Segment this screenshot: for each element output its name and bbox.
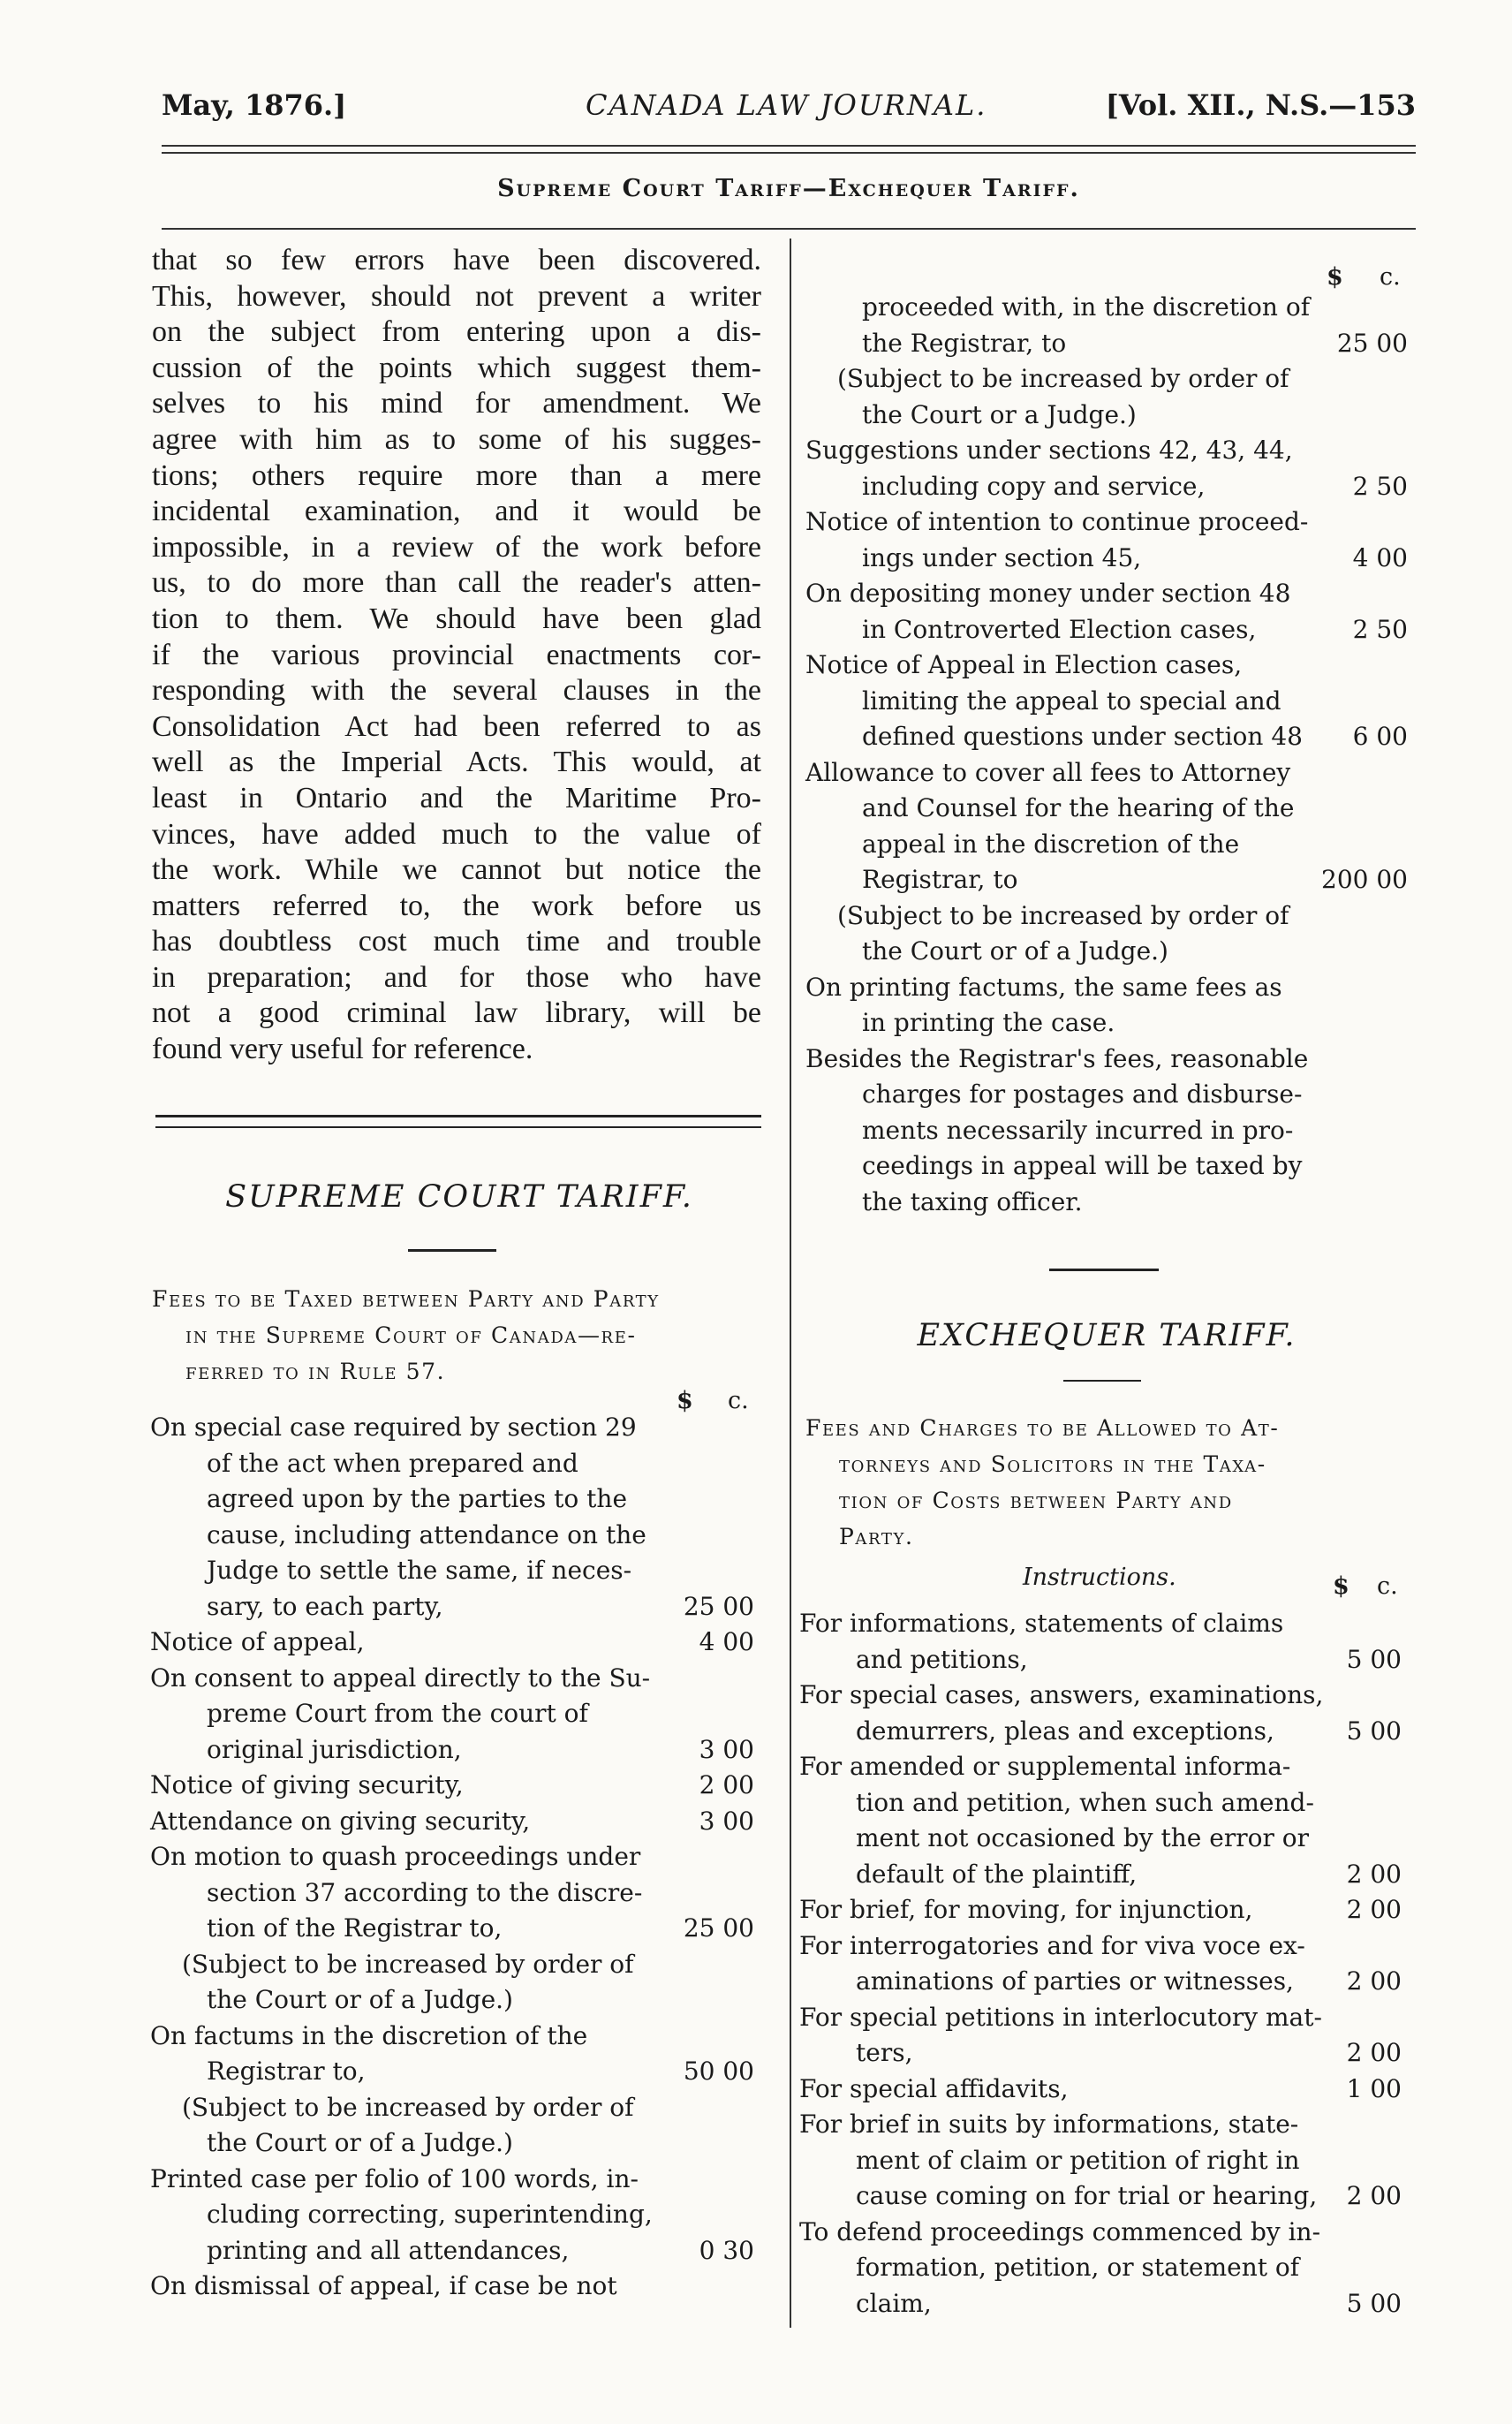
- fees-heading-line: tion of Costs between Party and: [839, 1488, 1233, 1513]
- dollar-unit: $: [1327, 263, 1343, 291]
- fee-amount: 25 00: [1336, 328, 1408, 358]
- tariff-item-line: cluding correcting, superintending,: [207, 2200, 653, 2229]
- fee-amount: 6 00: [1352, 722, 1408, 751]
- header-rule-bottom: [162, 152, 1416, 154]
- tariff-note-line: the Court or a Judge.): [862, 399, 1137, 429]
- tariff-item-line: default of the plaintiff,: [856, 1859, 1138, 1889]
- tariff-note: [150, 2090, 754, 2162]
- tariff-note-line: (Subject to be increased by order of: [182, 1949, 634, 1979]
- tariff-item-line: Notice of giving security,: [150, 1770, 464, 1799]
- fee-amount: 4 00: [699, 1627, 754, 1656]
- exchequer-fees-heading: [805, 1410, 1415, 1555]
- tariff-item-line: the Registrar, to: [862, 328, 1067, 358]
- exchequer-unit-headers: [1329, 1572, 1418, 1608]
- issue-date: May, 1876.]: [162, 88, 347, 122]
- essay-line: not a good criminal law library, will be: [152, 996, 761, 1030]
- tariff-item-line: original jurisdiction,: [207, 1734, 462, 1764]
- essay-line: responding with the several clauses in the: [152, 674, 761, 708]
- essay-line: tions; others require more than a mere: [152, 458, 761, 492]
- essay-line: found very useful for reference.: [152, 1033, 533, 1066]
- tariff-note-line: the Court or of a Judge.): [862, 936, 1168, 966]
- tariff-item: [150, 1661, 754, 1769]
- fee-amount: 2 50: [1352, 614, 1408, 644]
- essay-line: tion to them. We should have been glad: [152, 602, 761, 635]
- tariff-note-line: the Court or of a Judge.): [207, 2128, 513, 2157]
- double-rule-bottom: [155, 1126, 761, 1128]
- fees-heading-line: Party.: [839, 1524, 914, 1549]
- fee-amount: 5 00: [1346, 1644, 1402, 1674]
- tariff-item: [805, 576, 1408, 648]
- fee-amount: 3 00: [699, 1806, 754, 1836]
- tariff-note: [805, 361, 1408, 433]
- tariff-note: [150, 1947, 754, 2019]
- tariff-item-line: in Controverted Election cases,: [862, 614, 1257, 644]
- tariff-item-line: claim,: [856, 2288, 932, 2318]
- tariff-item-line: agreed upon by the parties to the: [207, 1484, 628, 1513]
- tariff-item-line: limiting the appeal to special and: [862, 686, 1281, 716]
- essay-line: that so few errors have been discovered.: [152, 244, 761, 276]
- fees-heading-line: Fees to be Taxed between Party and Party: [152, 1286, 660, 1312]
- tariff-item-line: proceeded with, in the discretion of: [862, 292, 1311, 322]
- tariff-item: [799, 2000, 1402, 2072]
- tariff-item: [150, 1768, 754, 1804]
- fee-amount: 2 00: [1346, 2181, 1402, 2210]
- essay-line: matters referred to, the work before us: [152, 889, 761, 922]
- tariff-item-line: On printing factums, the same fees as: [805, 972, 1282, 1002]
- tariff-item-line: Suggestions under sections 42, 43, 44,: [805, 436, 1293, 465]
- fees-heading-line: in the Supreme Court of Canada—re-: [185, 1322, 637, 1348]
- essay-line: in preparation; and for those who have: [152, 960, 761, 994]
- tariff-item-line: For special petitions in interlocutory mat-: [799, 2002, 1322, 2032]
- tariff-item-line: printing and all attendances,: [207, 2235, 570, 2265]
- essay-line: impossible, in a review of the work before: [152, 530, 761, 564]
- tariff-note-line: the Court or of a Judge.): [207, 1985, 513, 2014]
- fee-amount: 5 00: [1346, 1716, 1402, 1746]
- tariff-item-line: For special affidavits,: [799, 2073, 1069, 2103]
- tariff-item-line: For brief, for moving, for injunction,: [799, 1895, 1253, 1924]
- fee-amount: 2 00: [1346, 1895, 1402, 1924]
- review-text: [152, 243, 761, 1068]
- cents-unit: c.: [1380, 263, 1401, 291]
- tariff-item-line: cause, including attendance on the: [207, 1519, 646, 1549]
- essay-line: least in Ontario and the Maritime Pro-: [152, 781, 761, 814]
- tariff-item-line: Besides the Registrar's fees, reasonable: [805, 1043, 1309, 1073]
- tariff-item-line: ment not occasioned by the error or: [856, 1823, 1309, 1852]
- title-short-rule: [408, 1249, 496, 1252]
- essay-line: incidental examination, and it would be: [152, 495, 761, 528]
- tariff-note-line: (Subject to be increased by order of: [837, 900, 1289, 930]
- running-head: [162, 88, 1416, 133]
- tariff-item-line: Notice of appeal,: [150, 1627, 365, 1656]
- tariff-item-line: of the act when prepared and: [207, 1448, 578, 1478]
- tariff-item: [799, 1606, 1402, 1678]
- double-rule-top: [155, 1115, 761, 1117]
- tariff-item-line: On factums in the discretion of the: [150, 2020, 588, 2050]
- tariff-item-line: On depositing money under section 48: [805, 579, 1291, 608]
- exchequer-tariff-title: EXCHEQUER TARIFF.: [917, 1318, 1297, 1353]
- dollar-unit: $: [677, 1387, 693, 1414]
- tariff-item: [150, 2019, 754, 2090]
- exchequer-tariff-list: [799, 1606, 1402, 2322]
- tariff-item: [150, 2269, 754, 2305]
- tariff-item-line: defined questions under section 48: [862, 722, 1303, 751]
- volume-page-number: [Vol. XII., N.S.—153: [1105, 88, 1416, 122]
- tariff-item-line: in printing the case.: [862, 1008, 1115, 1037]
- tariff-item-line: Judge to settle the same, if neces-: [207, 1556, 632, 1585]
- tariff-item-line: Registrar, to: [862, 865, 1018, 894]
- fee-amount: 2 50: [1352, 471, 1408, 501]
- tariff-item-line: aminations of parties or witnesses,: [856, 1966, 1294, 1996]
- tariff-item-line: To defend proceedings commenced by in-: [799, 2216, 1321, 2246]
- tariff-item-line: the taxing officer.: [862, 1186, 1083, 1216]
- essay-line: Consolidation Act had been referred to as: [152, 709, 761, 743]
- supreme-fees-heading: [152, 1281, 770, 1390]
- tariff-item-line: For brief in suits by informations, state-: [799, 2110, 1299, 2139]
- tariff-item-line: On dismissal of appeal, if case be not: [150, 2271, 617, 2300]
- tariff-item: [805, 504, 1408, 576]
- tariff-item-line: Notice of intention to continue proceed-: [805, 507, 1309, 536]
- tariff-item-line: Allowance to cover all fees to Attorney: [805, 757, 1291, 787]
- fee-amount: 4 00: [1352, 542, 1408, 572]
- tariff-item: [150, 2162, 754, 2269]
- tariff-item: [799, 1892, 1402, 1928]
- tariff-item: [805, 433, 1408, 504]
- tariff-item-line: For special cases, answers, examinations,: [799, 1680, 1324, 1709]
- fee-amount: 2 00: [699, 1770, 754, 1799]
- tariff-item-line: ters,: [856, 2038, 913, 2067]
- exchequer-title-rule: [1063, 1380, 1141, 1382]
- tariff-item-line: ings under section 45,: [862, 542, 1142, 572]
- tariff-item: [150, 1410, 754, 1625]
- tariff-item-line: and petitions,: [856, 1644, 1028, 1674]
- essay-line: agree with him as to some of his sugges-: [152, 422, 761, 456]
- tariff-item: [805, 755, 1408, 898]
- tariff-item-line: Registrar to,: [207, 2057, 366, 2086]
- essay-line: vinces, have added much to the value of: [152, 817, 761, 851]
- fee-amount: 25 00: [683, 1913, 754, 1943]
- header-rule-top: [162, 145, 1416, 147]
- essay-line: well as the Imperial Acts. This would, at: [152, 746, 761, 779]
- tariff-item-line: For amended or supplemental informa-: [799, 1752, 1291, 1781]
- tariff-item: [799, 2072, 1402, 2108]
- tariff-item: [799, 2107, 1402, 2215]
- supreme-tariff-list: [150, 1410, 754, 2305]
- tariff-item: [150, 1625, 754, 1661]
- tariff-item: [805, 648, 1408, 755]
- tariff-item-line: section 37 according to the discre-: [207, 1877, 643, 1907]
- fee-amount: 2 00: [1346, 2038, 1402, 2067]
- tariff-item-line: charges for postages and disburse-: [862, 1079, 1303, 1109]
- fee-amount: 0 30: [699, 2235, 754, 2265]
- fee-amount: 5 00: [1346, 2288, 1402, 2318]
- supreme-tariff-continued-list: [805, 290, 1408, 1220]
- fee-amount: 2 00: [1346, 1966, 1402, 1996]
- tariff-item: [799, 1678, 1402, 1749]
- fees-heading-line: ferred to in Rule 57.: [185, 1359, 446, 1384]
- tariff-item-line: Notice of Appeal in Election cases,: [805, 650, 1243, 679]
- tariff-item: [805, 1042, 1408, 1221]
- fee-amount: 25 00: [683, 1591, 754, 1621]
- tariff-item-line: sary, to each party,: [207, 1591, 443, 1621]
- column-divider: [790, 239, 791, 2328]
- tariff-note-line: (Subject to be increased by order of: [182, 2092, 634, 2122]
- tariff-item: [150, 1839, 754, 1947]
- tariff-item-line: formation, petition, or statement of: [856, 2253, 1300, 2282]
- fee-amount: 1 00: [1346, 2073, 1402, 2103]
- tariff-note-line: (Subject to be increased by order of: [837, 364, 1289, 393]
- tariff-item-line: and Counsel for the hearing of the: [862, 793, 1295, 822]
- essay-line: the work. While we cannot but notice the: [152, 853, 761, 887]
- section-heading: Supreme Court Tariff—Exchequer Tariff.: [497, 175, 1080, 202]
- tariff-item-line: ment of claim or petition of right in: [856, 2145, 1300, 2175]
- tariff-item-line: appeal in the discretion of the: [862, 829, 1240, 859]
- tariff-item-line: tion and petition, when such amend-: [856, 1787, 1314, 1817]
- essay-line: selves to his mind for amendment. We: [152, 387, 761, 420]
- tariff-item-line: Printed case per folio of 100 words, in-: [150, 2163, 639, 2193]
- tariff-item: [805, 290, 1408, 361]
- tariff-item-line: On consent to appeal directly to the Su-: [150, 1663, 651, 1693]
- tariff-item-line: On special case required by section 29: [150, 1413, 637, 1442]
- tariff-item-line: cause coming on for trial or hearing,: [856, 2181, 1318, 2210]
- fee-amount: 200 00: [1321, 865, 1408, 894]
- tariff-item-line: demurrers, pleas and exceptions,: [856, 1716, 1274, 1746]
- section-rule: [162, 228, 1416, 230]
- essay-line: us, to do more than call the reader's atten-: [152, 566, 761, 600]
- journal-title: CANADA LAW JOURNAL.: [586, 88, 987, 122]
- tariff-item: [805, 970, 1408, 1042]
- tariff-item-line: Attendance on giving security,: [150, 1806, 531, 1836]
- essay-line: has doubtless cost much time and trouble: [152, 925, 761, 958]
- tariff-item: [799, 1928, 1402, 2000]
- tariff-item-line: tion of the Registrar to,: [207, 1913, 503, 1943]
- tariff-item-line: including copy and service,: [862, 471, 1206, 501]
- cents-unit: c.: [1377, 1572, 1398, 1600]
- tariff-item: [799, 2215, 1402, 2322]
- column-end-rule: [1049, 1269, 1159, 1271]
- cents-unit: c.: [728, 1387, 749, 1414]
- tariff-note: [805, 898, 1408, 970]
- fee-amount: 3 00: [699, 1734, 754, 1764]
- fee-amount: 2 00: [1346, 1859, 1402, 1889]
- dollar-unit: $: [1333, 1572, 1349, 1600]
- tariff-item-line: ments necessarily incurred in pro-: [862, 1115, 1294, 1145]
- fees-heading-line: Fees and Charges to be Allowed to At-: [805, 1415, 1280, 1441]
- tariff-item-line: preme Court from the court of: [207, 1699, 588, 1728]
- fee-amount: 50 00: [683, 2057, 754, 2086]
- essay-line: This, however, should not prevent a writer: [152, 279, 761, 313]
- tariff-item-line: ceedings in appeal will be taxed by: [862, 1151, 1303, 1180]
- essay-line: on the subject from entering upon a dis-: [152, 315, 761, 349]
- tariff-item: [799, 1749, 1402, 1892]
- fees-heading-line: torneys and Solicitors in the Taxa-: [839, 1451, 1266, 1477]
- tariff-item-line: On motion to quash proceedings under: [150, 1842, 641, 1871]
- essay-line: cussion of the points which suggest them-: [152, 351, 761, 384]
- tariff-item-line: For interrogatories and for viva voce ex-: [799, 1930, 1305, 1960]
- essay-line: if the various provincial enactments cor-: [152, 638, 761, 671]
- tariff-item: [150, 1804, 754, 1840]
- instructions-heading: Instructions.: [1023, 1564, 1176, 1591]
- tariff-item-line: For informations, statements of claims: [799, 1609, 1284, 1638]
- supreme-court-tariff-title: SUPREME COURT TARIFF.: [225, 1179, 693, 1215]
